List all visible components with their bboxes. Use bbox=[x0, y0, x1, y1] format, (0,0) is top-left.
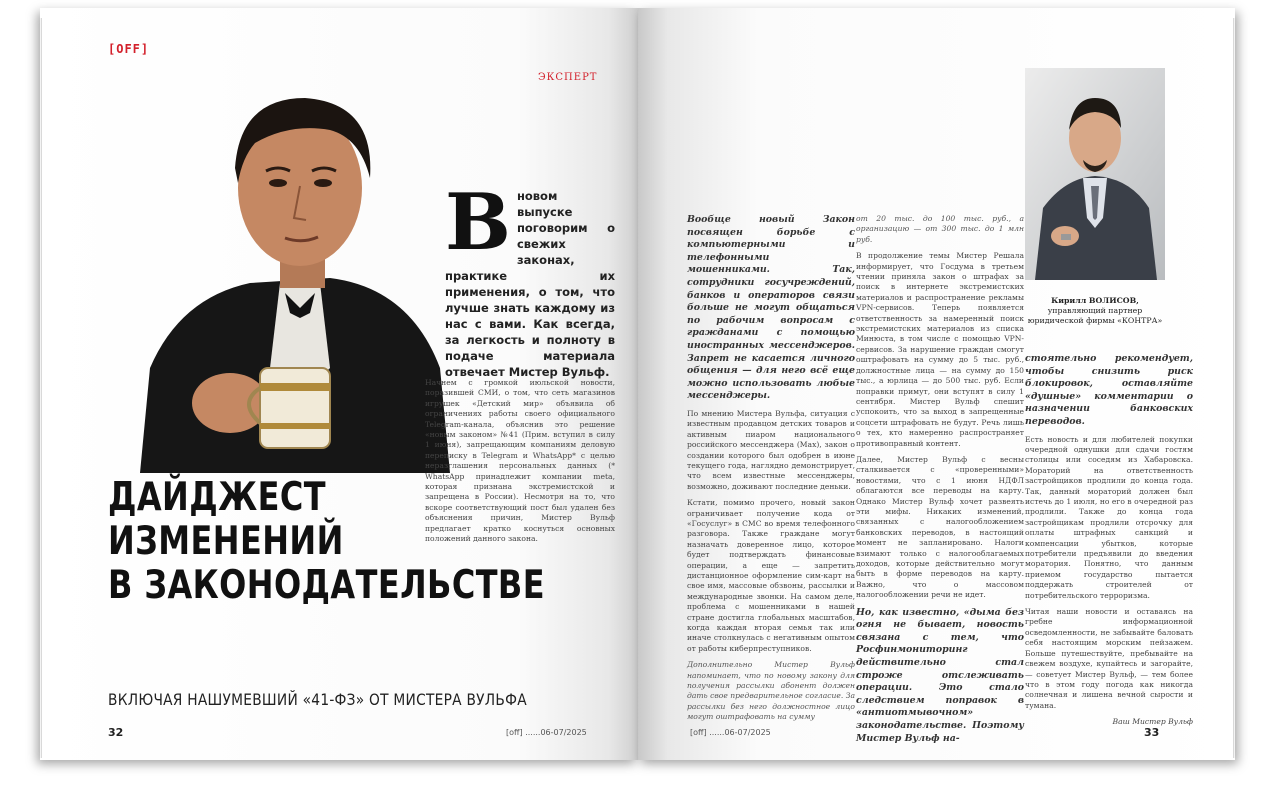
lead-text: новом выпуске поговорим о свежих законах, практике их применения, о том, что лучше знать каждому из нас с вами. Как всегда, за легкость и полноту в подаче материала отвечает Мистер Вульф. bbox=[445, 189, 615, 379]
magazine-spread bbox=[40, 8, 1235, 760]
footer-right: [off] ......06-07/2025 bbox=[690, 728, 771, 737]
photo-caption bbox=[1019, 296, 1171, 326]
page-number-right: 33 bbox=[1144, 726, 1160, 739]
pull-quote: стоятельно рекомендует, чтобы снизить риск блокировок, оставляйте «душные» комментарии о назначении банковских переводов. bbox=[1025, 353, 1193, 427]
italic-note: Дополнительно Мистер Вульф напоминает, что по новому закону для получения рассылки абонент должен дать свое предварительное согласие. За рассылки без него должностное лицо могут оштрафовать на сумму bbox=[687, 660, 855, 722]
signature: Ваш Мистер Вульф bbox=[1112, 717, 1193, 727]
right-column-1 bbox=[687, 214, 855, 729]
body-paragraph: По мнению Мистера Вульфа, ситуация с известным продавцом детских товаров и активным пиаром национального российского мессенджера (Max), закон о создании которого был одобрен в июне текущего года, наглядно демонстрирует, что всем известные мессенджеры, возможно, доживают последние деньки. bbox=[687, 408, 855, 491]
body-paragraph: Начнем с громкой июльской новости, поразившей СМИ, о том, что сеть магазинов игрушек «Детский мир» объявила об ограничениях работы своего официального Telegram-канала, объяснив это решение «новым законом» №41 (Прим. вступил в силу 1 июня), запрещающим компаниям деловую переписку в Telegram и WhatsApp* с целью неразглашения персональных данных (* WhatsApp принадлежит компании meta, которая признана экстремистской и запрещена в России). Несмотря на то, что вскоре соответствующий пост был удален без объяснения причин, Мистер Вульф предлагает кратко коснуться основных положений данного закона. bbox=[425, 378, 615, 544]
page-edge bbox=[40, 18, 42, 758]
caption-name: Кирилл ВОЛИСОВ, bbox=[1051, 296, 1139, 305]
right-page bbox=[638, 8, 1235, 760]
page-number-left: 32 bbox=[108, 726, 124, 739]
headline-line: ИЗМЕНЕНИЙ bbox=[108, 519, 344, 564]
page-edge bbox=[1233, 18, 1235, 758]
right-column-3 bbox=[1025, 353, 1193, 734]
left-page bbox=[40, 8, 638, 760]
article-headline bbox=[108, 475, 545, 608]
italic-note: от 20 тыс. до 100 тыс. руб., а организацию — от 300 тыс. до 1 млн руб. bbox=[856, 214, 1024, 244]
body-paragraph: Далее, Мистер Вульф с весны сталкивается с «проверенными» новостями, что с 1 июня НДФЛ облагаются все переводы на карту. Однако Мистер Вульф хочет развеять эти мифы. Никаких изменений, связанных с налогообложением банковских переводов, в настоящий момент не запланировано. Налоги взимают только с налогооблагаемых доходов, которые действительно могут быть в форме переводов на карту. Важно, что о массовом налогообложении речи не идет. bbox=[856, 454, 1024, 600]
caption-role: управляющий партнер юридической фирмы «КОНТРА» bbox=[1027, 306, 1163, 325]
intro-italic: Вообще новый Закон посвящен борьбе с компьютерными и телефонными мошенниками. Так, сотрудники госучреждений, банков и операторов связи больше не могут общаться по рабочим вопросам с гражданами с помощью иностранных мессенджеров. Запрет не касается личного общения — для него всё еще можно использовать любые мессенджеры. bbox=[687, 214, 855, 402]
body-paragraph: Есть новость и для любителей покупки очередной однушки для сдачи гостям столицы или соседям из Хабаровска. Мораторий на ответственность застройщиков продлили до конца года. Так, данный мораторий должен был истечь до 1 июля, но его в очередной раз продлили. Также до конца года застройщикам продлили отсрочку для оплаты штрафных санкций и компенсации убытков, которые потребители предъявили до введения моратория. Понятно, что данным приемом государство пытается поддержать строителей от потребительского терроризма. bbox=[1025, 434, 1193, 600]
magazine-brand: [OFF] bbox=[108, 42, 150, 56]
body-paragraph: Кстати, помимо прочего, новый закон ограничивает получение кода от «Госуслуг» в СМС во время телефонного разговора. Также граждане могут назначать доверенное лицо, которое будет подтверждать финансовые операции, а еще — запретить дистанционное оформление сим-карт на свое имя, массовые обзвоны, рассылки и международные звонки. На самом деле, проблема с мошенниками в нашей стране достигла глобальных масштабов, когда каждая вторая семья так или иначе столкнулась с негативным опытом от работы киберпреступников. bbox=[687, 498, 855, 653]
body-paragraph: В продолжение темы Мистер Решала информирует, что Госдума в третьем чтении приняла закон о штрафах за поиск в интернете экстремистских материалов и распространение рекламы VPN-сервисов. Теперь появляется ответственность за намеренный поиск экстремистских материалов из списка Минюста, в том числе с помощью VPN-сервисов. За нарушение граждан смогут оштрафовать на сумму до 5 тыс. руб., должностные лица — на сумму до 150 тыс., а юрлица — до 500 тыс. руб. Если поправки примут, они вступят в силу 1 сентября. Мистер Вульф спешит успокоить, что за выход в запрещенные соцсети штрафовать не будут. Речь лишь о тех, кто намеренно распространяет противоправный контент. bbox=[856, 251, 1024, 448]
headline-line: ДАЙДЖЕСТ bbox=[108, 475, 327, 520]
drop-cap: В bbox=[445, 177, 511, 268]
headline-line: В ЗАКОНОДАТЕЛЬСТВЕ bbox=[108, 563, 545, 608]
pull-quote: Но, как известно, «дыма без огня не бывает, новость связана с тем, что Росфинмониторинг действительно стал строже отслеживать операции. Это стало следствием поправок в «антиотмывочном» законодательстве. Поэтому Мистер Вульф на- bbox=[856, 606, 1024, 744]
body-paragraph: Читая наши новости и оставаясь на гребне информационной осведомленности, не забывайте баловать себя настоящим морским пейзажем. Больше путешествуйте, пребывайте на свежем воздухе, купайтесь и загорайте, — советует Мистер Вульф, — тем более что в этом году погода как никогда солнечная и лишена вечной сырости и тумана. bbox=[1025, 607, 1193, 710]
right-column-2 bbox=[856, 214, 1024, 751]
footer-left: [off] ......06-07/2025 bbox=[506, 728, 587, 737]
illustrated-portrait bbox=[120, 68, 450, 473]
article-subhead: ВКЛЮЧАЯ НАШУМЕВШИЙ «41-ФЗ» ОТ МИСТЕРА ВУЛЬФА bbox=[108, 690, 527, 709]
lead-paragraph bbox=[445, 177, 615, 380]
rubric-label: ЭКСПЕРТ bbox=[538, 72, 598, 83]
expert-photo bbox=[1025, 68, 1165, 280]
